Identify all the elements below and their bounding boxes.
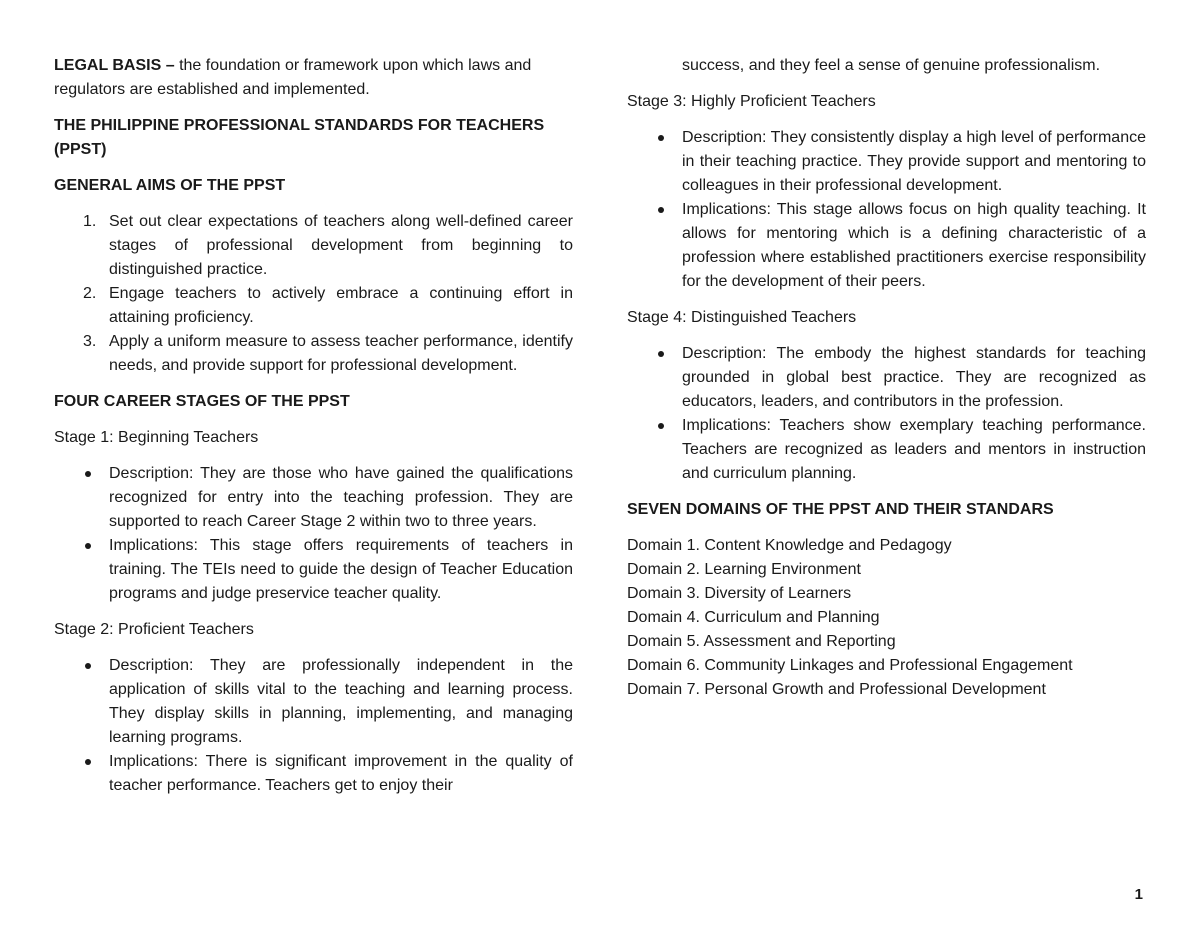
page-number: 1 [1134, 886, 1143, 903]
list-item [627, 342, 1146, 414]
bullet-icon [85, 471, 91, 477]
bullet-icon [658, 207, 664, 213]
general-aims-list [54, 210, 573, 378]
list-item-text: Apply a uniform measure to assess teacher performance, identify needs, and provide support for professional development. [109, 333, 573, 374]
list-item [627, 198, 1146, 294]
stage-4-title: Stage 4: Distinguished Teachers [627, 309, 857, 326]
list-item [54, 282, 573, 330]
legal-basis-term: LEGAL BASIS – [54, 57, 175, 74]
bullet-icon [85, 759, 91, 765]
right-column [627, 54, 1146, 702]
legal-basis-paragraph [54, 54, 573, 102]
stage-1-title: Stage 1: Beginning Teachers [54, 429, 259, 446]
legal-basis-definition: the foundation or framework upon which laws and regulators are established and implemented. [54, 57, 532, 98]
stage-4-bullets [627, 342, 1146, 486]
list-item [54, 210, 573, 282]
list-item-text: Implications: There is significant improvement in the quality of teacher performance. Teachers get to enjoy their [109, 753, 573, 794]
list-item-text: Description: They consistently display a high level of performance in their teaching practice. They provide support and mentoring to colleagues in their professional development. [682, 129, 1146, 194]
ppst-title: THE PHILIPPINE PROFESSIONAL STANDARDS FOR TEACHERS (PPST) [54, 117, 545, 158]
general-aims-heading: GENERAL AIMS OF THE PPST [54, 177, 286, 194]
list-item-text: Implications: This stage offers requirements of teachers in training. The TEIs need to guide the design of Teacher Education programs and judge preservice teacher quality. [109, 537, 573, 602]
list-item-text: Engage teachers to actively embrace a continuing effort in attaining proficiency. [109, 285, 573, 326]
bullet-icon [658, 423, 664, 429]
list-item-text: Implications: Teachers show exemplary teaching performance. Teachers are recognized as leaders and mentors in instruction and curriculum planning. [682, 417, 1146, 482]
career-stages-heading: FOUR CAREER STAGES OF THE PPST [54, 393, 350, 410]
stage-1-bullets [54, 462, 573, 606]
bullet-icon [658, 135, 664, 141]
domains-list [627, 534, 1146, 702]
domain-item: Domain 3. Diversity of Learners [627, 585, 852, 602]
list-number: 3. [83, 333, 97, 350]
domain-item: Domain 4. Curriculum and Planning [627, 609, 880, 626]
stage-2-continuation: success, and they feel a sense of genuine professionalism. [682, 57, 1101, 74]
bullet-icon [85, 543, 91, 549]
left-column [54, 54, 573, 810]
list-item [627, 126, 1146, 198]
domain-item: Domain 6. Community Linkages and Professional Engagement [627, 657, 1073, 674]
list-item [627, 414, 1146, 486]
list-number: 1. [83, 213, 97, 230]
stage-3-title: Stage 3: Highly Proficient Teachers [627, 93, 876, 110]
domain-item: Domain 1. Content Knowledge and Pedagogy [627, 537, 952, 554]
list-item-text: Description: They are those who have gained the qualifications recognized for entry into the teaching profession. They are supported to reach Career Stage 2 within two to three years. [109, 465, 573, 530]
list-item-text: Description: The embody the highest standards for teaching grounded in global best practice. They are recognized as educators, leaders, and contributors in the profession. [682, 345, 1146, 410]
stage-3-bullets [627, 126, 1146, 294]
list-item [54, 750, 573, 798]
domain-item: Domain 2. Learning Environment [627, 561, 861, 578]
list-item [54, 330, 573, 378]
list-item-text: Description: They are professionally independent in the application of skills vital to the teaching and learning process. They display skills in planning, implementing, and managing learning programs. [109, 657, 573, 746]
stage-2-bullets [54, 654, 573, 798]
stage-2-title: Stage 2: Proficient Teachers [54, 621, 254, 638]
list-item-text: Implications: This stage allows focus on high quality teaching. It allows for mentoring which is a defining characteristic of a profession where established practitioners exercise responsibility for the development of their peers. [682, 201, 1146, 290]
list-number: 2. [83, 285, 97, 302]
domain-item: Domain 5. Assessment and Reporting [627, 633, 896, 650]
list-item [54, 462, 573, 534]
list-item [54, 534, 573, 606]
bullet-icon [85, 663, 91, 669]
list-item [54, 654, 573, 750]
bullet-icon [658, 351, 664, 357]
domain-item: Domain 7. Personal Growth and Professional Development [627, 681, 1046, 698]
list-item-text: Set out clear expectations of teachers along well-defined career stages of professional development from beginning to distinguished practice. [109, 213, 573, 278]
domains-heading: SEVEN DOMAINS OF THE PPST AND THEIR STANDARS [627, 501, 1054, 518]
